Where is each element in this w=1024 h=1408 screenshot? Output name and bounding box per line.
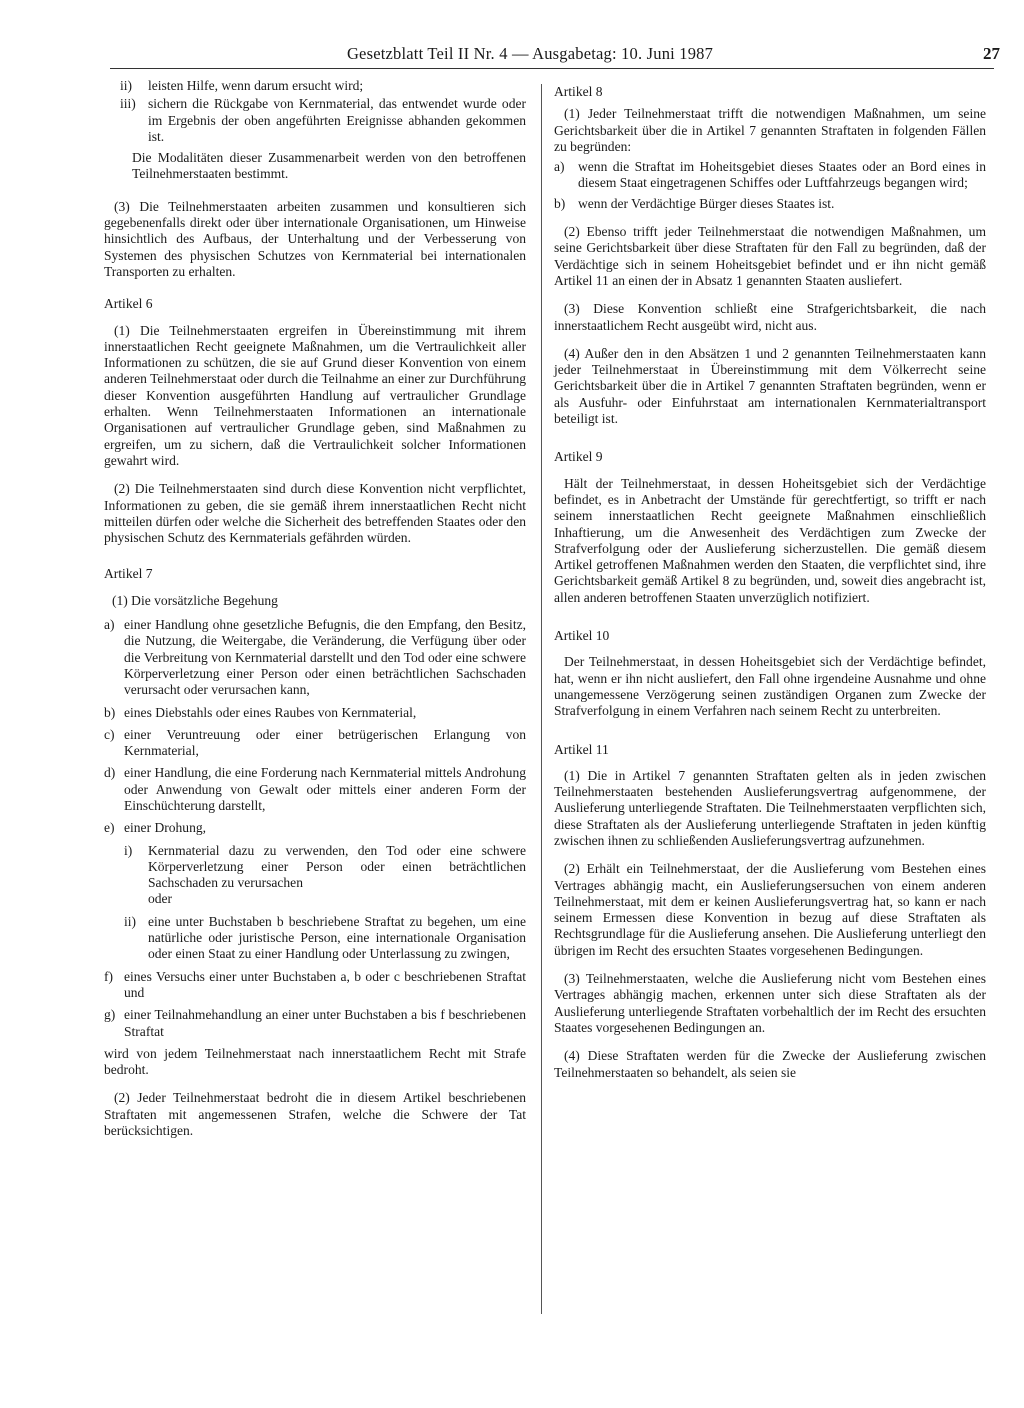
list-item-b bbox=[104, 705, 526, 721]
list-text: eines Versuchs einer unter Buchstaben a, b oder c beschriebenen Straftat und bbox=[124, 968, 526, 1000]
list-label: c) bbox=[104, 726, 115, 742]
heading-artikel-9: Artikel 9 bbox=[554, 449, 603, 465]
paragraph-art8-2: (2) Ebenso trifft jeder Teilnehmerstaat die notwendigen Maßnahmen, um seine Gerichtsbarkeit über diese Straftaten für den Fall zu begründen, daß der Verdächtige sich in seinem Hoheitsgebiet befindet und er ihn nicht gemäß Artikel 11 an einen der in Absatz 1 genannten Staaten ausliefert. bbox=[554, 224, 986, 288]
heading-artikel-7: Artikel 7 bbox=[104, 566, 153, 582]
list-label: iii) bbox=[120, 96, 136, 112]
list-text: einer Handlung ohne gesetzliche Befugnis, die den Empfang, den Besitz, die Nutzung, die Weitergabe, die Veränderung, die Verfügung über oder die Verbreitung von Kernmaterial darstellt und den Tod oder eine schwere Körperverletzung einer Person oder einen beträchtlichen Sachschaden verursacht oder verursachen kann, bbox=[124, 617, 526, 698]
heading-artikel-8: Artikel 8 bbox=[554, 84, 603, 99]
list-label: ii) bbox=[124, 913, 137, 929]
list-text: eines Diebstahls oder eines Raubes von Kernmaterial, bbox=[124, 704, 417, 720]
list-item-g bbox=[104, 1007, 526, 1040]
list-text: wenn der Verdächtige Bürger dieses Staates ist. bbox=[578, 195, 835, 211]
list-label: a) bbox=[104, 617, 115, 633]
list-text-main: Kernmaterial dazu zu verwenden, den Tod oder eine schwere Körperverletzung einer Person oder einen beträchtlichen Sachschaden zu verursachen bbox=[148, 842, 526, 891]
list-item-c bbox=[104, 727, 526, 760]
list-text: leisten Hilfe, wenn darum ersucht wird; bbox=[148, 78, 364, 93]
list-text: eine unter Buchstaben b beschriebene Straftat zu begehen, um eine natürliche oder juristische Person, eine internationale Organisation oder einen Staat zu einer Handlung oder Unterlassung zu zwingen, bbox=[148, 913, 526, 962]
page-number: 27 bbox=[983, 44, 1000, 63]
list-text: einer Drohung, bbox=[124, 820, 207, 836]
list-label: i) bbox=[124, 842, 133, 858]
paragraph-art8-3: (3) Diese Konvention schließt eine Strafgerichtsbarkeit, die nach innerstaatlichem Recht ausgeübt wird, nicht aus. bbox=[554, 301, 986, 333]
list-item-iii bbox=[104, 96, 526, 145]
list-item-d bbox=[104, 765, 526, 814]
list-item-f bbox=[104, 969, 526, 1002]
list-label: ii) bbox=[120, 78, 133, 93]
paragraph-art8-1: (1) Jeder Teilnehmerstaat trifft die notwendigen Maßnahmen, um seine Gerichtsbarkeit über die in Artikel 7 genannten Straftaten in folgenden Fällen zu begründen: bbox=[554, 106, 986, 154]
list-text: einer Teilnahmehandlung an einer unter Buchstaben a bis f beschriebenen Straftat bbox=[124, 1007, 526, 1039]
paragraph-art6-2: (2) Die Teilnehmerstaaten sind durch diese Konvention nicht verpflichtet, Informationen zu geben, die sie gemäß ihrem innerstaatlichen Recht nicht mitteilen dürfen oder welche die Sicherheit des betreffenden Staates oder den physischen Schutz des Kernmaterials gefährden würden. bbox=[104, 481, 526, 546]
paragraph-art9: Hält der Teilnehmerstaat, in dessen Hoheitsgebiet sich der Verdächtige befindet, es in Anbetracht der Umstände für gerechtfertigt, so trifft er nach seinem innerstaatlichen Recht geeignete Maßnahmen einschließlich Inhaftierung, um die Anwesenheit des Verdächtigen zum Zwecke der Strafverfolgung oder der Auslieferung sicherzustellen. Die gemäß diesem Artikel getroffenen Maßnahmen werden den Staaten, die verpflichtet sind, ihre Gerichtsbarkeit gemäß Artikel 8 zu begründen, und, soweit dies angebracht ist, allen anderen betroffenen Staaten unverzüglich notifiziert. bbox=[554, 475, 986, 605]
list-label: b) bbox=[104, 704, 116, 720]
right-column bbox=[554, 78, 986, 1081]
paragraph-art11-1: (1) Die in Artikel 7 genannten Straftaten gelten als in jeden zwischen Teilnehmerstaaten bestehenden Auslieferungsvertrag aufgenommene, der Auslieferung unterliegende Straftaten. Die Teilnehmerstaaten verpflichten sich, diese Straftaten als der Auslieferung unterliegende Straftaten in jeden künftig zwischen ihnen zu schließenden Auslieferungsvertrag aufzunehmen. bbox=[554, 767, 986, 848]
paragraph-art11-3: (3) Teilnehmerstaaten, welche die Auslieferung nicht vom Bestehen eines Vertrages abhängig machen, erkennen unter sich diese Straftaten als der Auslieferung unterliegende Straftaten vorbehaltlich der im Recht des ersuchten Staates vorgesehenen Bedingungen an. bbox=[554, 971, 986, 1035]
list-item-e-ii bbox=[104, 914, 526, 963]
list-text: wenn die Straftat im Hoheitsgebiet dieses Staates oder an Bord eines in diesem Staat eingetragenen Schiffes oder Luftfahrzeugs begangen wird; bbox=[578, 159, 986, 191]
list-text-oder: oder bbox=[148, 891, 173, 907]
paragraph-art11-2: (2) Erhält ein Teilnehmerstaat, der die Auslieferung vom Bestehen eines Vertrages abhängig macht, ein Auslieferungsersuchen von einem anderen Teilnehmerstaat, mit dem er keinen Auslieferungsvertrag hat, so kann er nach seinem Ermessen diese Konvention in bezug auf diese Straftaten als Rechtsgrundlage für die Auslieferung ansehen. Die Auslieferung unterliegt den übrigen im Recht des ersuchten Staates vorgesehenen Bedingungen. bbox=[554, 861, 986, 958]
gazette-title: Gesetzblatt Teil II Nr. 4 — Ausgabetag: 10. Juni 1987 bbox=[346, 44, 714, 63]
paragraph-art8-4: (4) Außer den in den Absätzen 1 und 2 genannten Teilnehmerstaaten kann jeder Teilnehmerstaat in Übereinstimmung mit dem Völkerrecht seine Gerichtsbarkeit über die in Artikel 7 genannten Straftaten begründen, wenn er als Ausfuhr- oder Einfuhrstaat am internationalen Kernmaterialtransport beteiligt ist. bbox=[554, 345, 986, 427]
paragraph-modalities: Die Modalitäten dieser Zusammenarbeit werden von den betroffenen Teilnehmerstaaten bestimmt. bbox=[132, 150, 526, 182]
list-label: d) bbox=[104, 765, 116, 781]
list-label: e) bbox=[104, 820, 115, 836]
paragraph-art7-threat: wird von jedem Teilnehmerstaat nach innerstaatlichem Recht mit Strafe bedroht. bbox=[104, 1045, 526, 1078]
list-text: einer Handlung, die eine Forderung nach Kernmaterial mittels Androhung oder Anwendung von Gewalt oder mittels einer anderen Form der Einschüchterung darstellt, bbox=[124, 765, 526, 813]
heading-artikel-10: Artikel 10 bbox=[554, 628, 610, 644]
list-item-e bbox=[104, 820, 526, 836]
header-rule bbox=[110, 68, 994, 69]
list-label: a) bbox=[554, 159, 565, 175]
page-header bbox=[0, 0, 1024, 70]
paragraph-art6-1: (1) Die Teilnehmerstaaten ergreifen in Übereinstimmung mit ihrem innerstaatlichen Recht geeignete Maßnahmen, um die Vertraulichkeit aller Informationen zu schützen, die sie auf Grund dieser Konvention von einem anderen Teilnehmerstaat oder durch die Teilnahme an einer zur Durchführung dieser Konvention ausgeführten Handlung auf vertraulicher Grundlage erhalten. Wenn Teilnehmerstaaten Informationen an internationale Organisationen auf vertraulicher Grundlage geben, sind Maßnahmen zu ergreifen, um zu sichern, daß die Vertraulichkeit solcher Informationen gewahrt wird. bbox=[104, 322, 526, 468]
list-text bbox=[148, 843, 526, 908]
paragraph-art11-4: (4) Diese Straftaten werden für die Zwecke der Auslieferung zwischen Teilnehmerstaaten so behandelt, als seien sie bbox=[554, 1048, 986, 1080]
paragraph-art7-1: (1) Die vorsätzliche Begehung bbox=[112, 592, 278, 608]
art8-item-a bbox=[554, 159, 986, 192]
art8-item-b bbox=[554, 196, 986, 212]
left-column bbox=[104, 78, 526, 1139]
list-item-e-i bbox=[104, 843, 526, 908]
list-label: g) bbox=[104, 1007, 116, 1023]
list-item-ii bbox=[104, 78, 526, 94]
list-label: f) bbox=[104, 968, 114, 984]
column-divider bbox=[541, 84, 542, 1314]
paragraph-art10: Der Teilnehmerstaat, in dessen Hoheitsgebiet sich der Verdächtige befindet, hat, wenn er ihn nicht ausliefert, den Fall ohne irgendeine Ausnahme und ohne unangemessene Verzögerung seinen zuständigen Organen zum Zwecke der Strafverfolgung in einem Verfahren nach seinem Recht zu unterbreiten. bbox=[554, 654, 986, 719]
paragraph-art7-2: (2) Jeder Teilnehmerstaat bedroht die in diesem Artikel beschriebenen Straftaten mit angemessenen Strafen, welche die Schwere der Tat berücksichtigen. bbox=[104, 1090, 526, 1139]
paragraph-art5-3: (3) Die Teilnehmerstaaten arbeiten zusammen und konsultieren sich gegebenenfalls direkt oder über internationale Organisationen, um Hinweise hinsichtlich des Aufbaus, der Unterhaltung und der Verbesserung von Systemen des physischen Schutzes von Kernmaterial bei internationalen Transporten zu erhalten. bbox=[104, 198, 526, 279]
list-label: b) bbox=[554, 195, 566, 211]
list-text: sichern die Rückgabe von Kernmaterial, das entwendet wurde oder im Ergebnis der oben angeführten Ereignisse abhanden gekommen ist. bbox=[148, 96, 526, 144]
heading-artikel-6: Artikel 6 bbox=[104, 296, 153, 312]
list-item-a bbox=[104, 617, 526, 698]
list-text: einer Veruntreuung oder einer betrügerischen Erlangung von Kernmaterial, bbox=[124, 726, 526, 759]
heading-artikel-11: Artikel 11 bbox=[554, 741, 609, 757]
